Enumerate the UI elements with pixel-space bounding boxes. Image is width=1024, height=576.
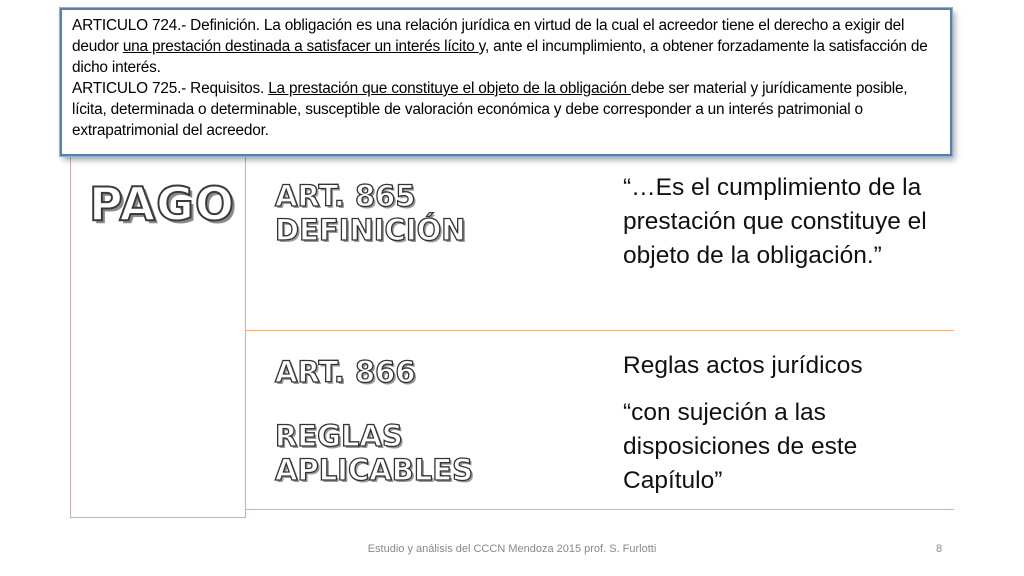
pago-title: PAGO xyxy=(89,177,235,231)
art-866-subheading: REGLAS APLICABLES xyxy=(275,419,473,487)
row-divider xyxy=(246,330,954,331)
art-866-heading: ART. 866 xyxy=(275,355,416,389)
art-865-heading: ART. 865 DEFINICIÓN xyxy=(275,179,466,247)
art-866-text-rules: Reglas actos jurídicos xyxy=(623,352,863,379)
art-865-text: “…Es el cumplimiento de la prestación que constituye el objeto de la obligación.” xyxy=(623,174,927,269)
art-866-text-quote: “con sujeción a las disposiciones de este Capítulo” xyxy=(623,399,858,494)
bottom-divider xyxy=(246,509,954,510)
article-724-underlined: una prestación destinada a satisfacer un interés lícito xyxy=(122,38,479,55)
article-724-paragraph xyxy=(72,15,940,78)
article-724-intro: ARTICULO 724.- Definición. La obligación es una relación jurídica en virtud de la cual el acreedor tiene el derecho a exigir del deudor xyxy=(72,17,905,55)
article-725-rest: debe ser material y jurídicamente posible, lícita, determinada o determinable, susceptible de valoración económica y debe corresponder a un interés patrimonial o extrapatrimonial del acreedor. xyxy=(72,80,908,139)
page-number: 8 xyxy=(936,543,943,555)
footer-text: Estudio y análisis del CCCN Mendoza 2015 prof. S. Furlotti xyxy=(367,543,657,555)
article-725-intro: ARTICULO 725.- Requisitos. xyxy=(72,80,269,97)
article-725-paragraph xyxy=(72,78,940,141)
article-724-rest: y, ante el incumplimiento, a obtener forzadamente la satisfacción de dicho interés. xyxy=(72,38,928,76)
articles-callout-box xyxy=(60,8,952,156)
pago-column xyxy=(70,150,246,518)
article-725-underlined: La prestación que constituye el objeto de la obligación xyxy=(268,80,631,97)
